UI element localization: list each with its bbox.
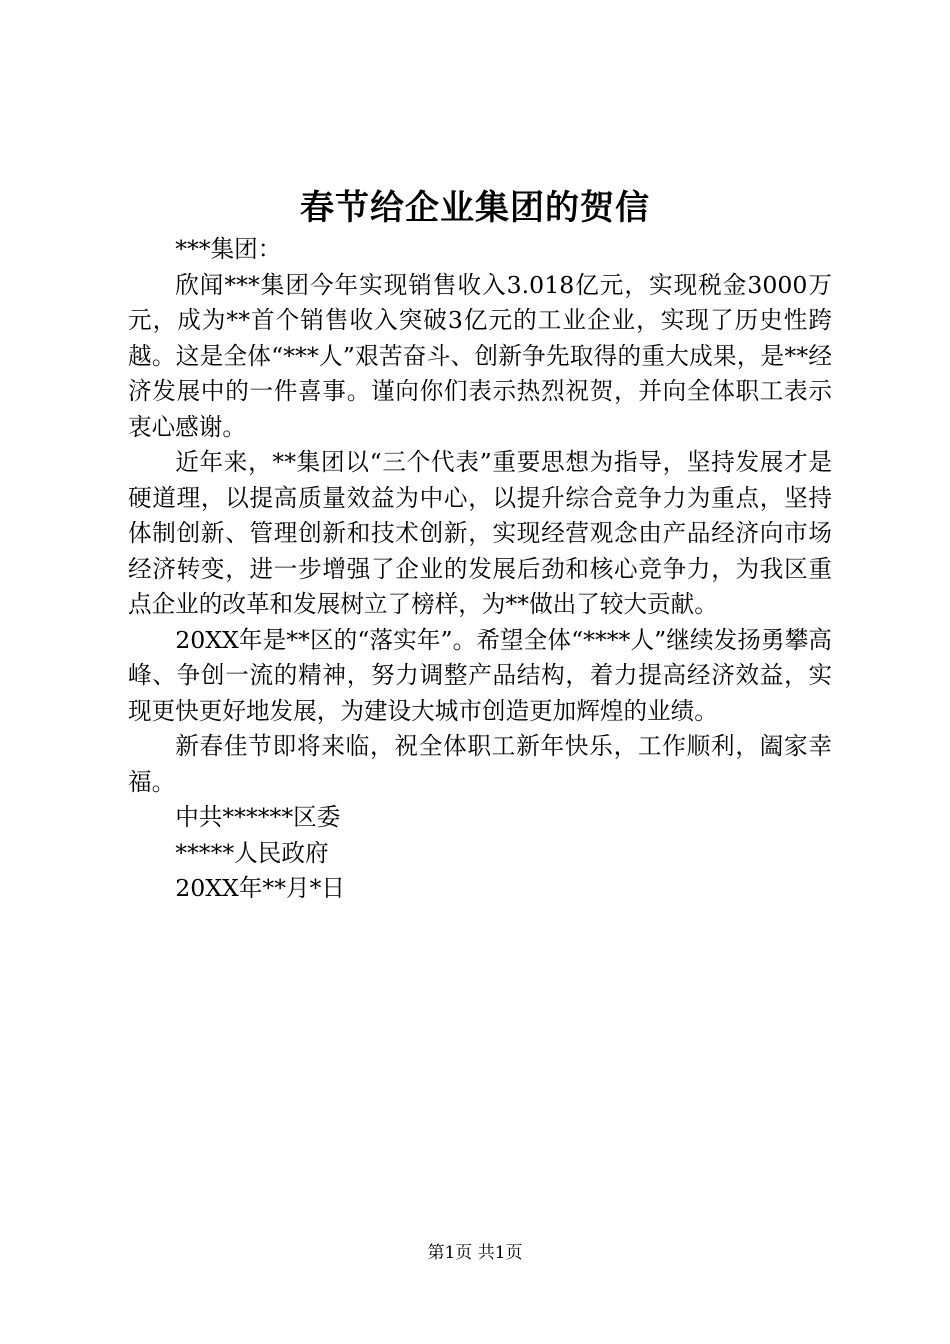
signature-government: *****人民政府 [175,838,329,867]
signature-party-committee: 中共******区委 [175,803,341,831]
paragraph-1: 欣闻***集团今年实现销售收入3.018亿元，实现税金3000万元，成为**首个销售收入突破3亿元的工业企业，实现了历史性跨越。这是全体“***人”艰苦奋斗、创新争先取得的重大成果，是**经济发展中的一件喜事。谨向你们表示热烈祝贺，并向全体职工表示衷心感谢。 [128,270,832,441]
page-number: 第1页 共1页 [427,1243,523,1263]
paragraph-4: 新春佳节即将来临，祝全体职工新年快乐，工作顺利，阖家幸福。 [128,732,832,796]
signature-date: 20XX年**月*日 [175,874,345,902]
paragraph-2: 近年来，**集团以“三个代表”重要思想为指导，坚持发展才是硬道理，以提高质量效益为中心，以提升综合竞争力为重点，坚持体制创新、管理创新和技术创新，实现经营观念由产品经济向市场经济转变，进一步增强了企业的发展后劲和核心竞争力，为我区重点企业的改革和发展树立了榜样，为**做出了较大贡献。 [128,448,832,618]
paragraph-3: 20XX年是**区的“落实年”。希望全体“****人”继续发扬勇攀高峰、争创一流的精神，努力调整产品结构，着力提高经济效益，实现更快更好地发展，为建设大城市创造更加辉煌的业绩。 [128,625,832,725]
salutation: ***集团： [175,235,282,263]
document-title: 春节给企业集团的贺信 [300,188,650,228]
letter-body [128,232,832,907]
